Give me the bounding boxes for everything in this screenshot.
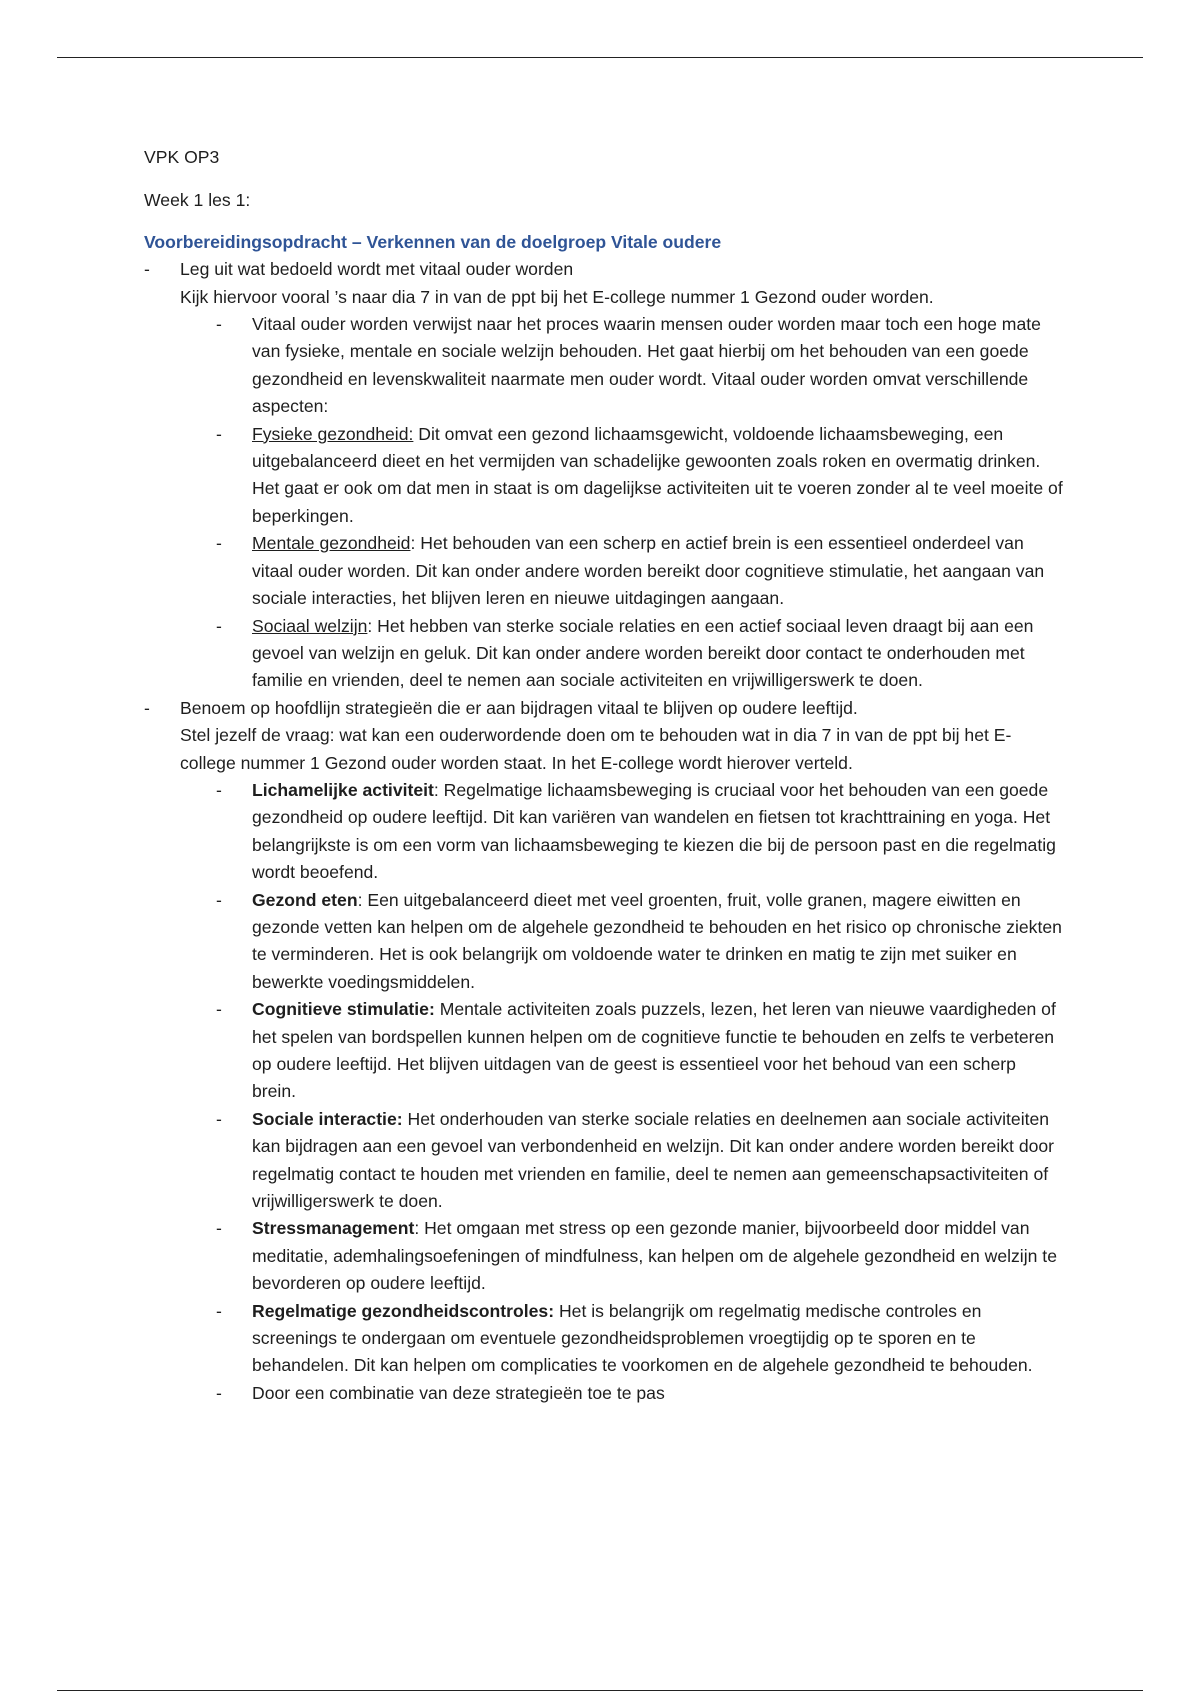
document-page bbox=[144, 144, 1064, 1407]
answer-item bbox=[144, 530, 1064, 612]
question-1-text: Leg uit wat bedoeld wordt met vitaal ouder worden bbox=[180, 259, 574, 280]
answer-label: Cognitieve stimulatie: bbox=[252, 999, 435, 1020]
question-2 bbox=[144, 695, 1064, 777]
answer-label: Mentale gezondheid bbox=[252, 533, 411, 554]
answer-item bbox=[144, 311, 1064, 421]
answer-item bbox=[144, 777, 1064, 887]
bullet-dash: - bbox=[144, 259, 150, 280]
answer-text: : Een uitgebalanceerd dieet met veel groenten, fruit, volle granen, magere eiwitten en gezonde vetten kan helpen om de algehele gezondheid te behouden en het risico op chronische ziekten te verminderen. Het is ook belangrijk om voldoende water te drinken en matig te zijn met suiker en bewerkte voedingsmiddelen. bbox=[252, 889, 1062, 992]
answer-text: : Het hebben van sterke sociale relaties en een actief sociaal leven draagt bij aan een gevoel van welzijn en geluk. Dit kan onder andere worden bereikt door contact te onderhouden met familie en vrienden, deel te nemen aan sociale activiteiten en vrijwilligerswerk te doen. bbox=[252, 615, 1034, 691]
bullet-dash: - bbox=[216, 1382, 222, 1403]
answer-label: Sociaal welzijn bbox=[252, 615, 368, 636]
answer-item bbox=[144, 1106, 1064, 1216]
answer-text: : Het omgaan met stress op een gezonde manier, bijvoorbeeld door middel van meditatie, ademhalingsoefeningen of mindfulness, kan helpen om de algehele gezondheid en welzijn te bevorderen op oudere leeftijd. bbox=[252, 1218, 1057, 1294]
section-heading: Voorbereidingsopdracht – Verkennen van de doelgroep Vitale oudere bbox=[144, 231, 722, 252]
answer-item bbox=[144, 421, 1064, 531]
bullet-dash: - bbox=[216, 314, 222, 335]
bullet-dash: - bbox=[216, 779, 222, 800]
answer-item bbox=[144, 1298, 1064, 1380]
top-rule bbox=[57, 57, 1143, 58]
question-1 bbox=[144, 256, 1064, 311]
question-2-hint: Stel jezelf de vraag: wat kan een ouderwordende doen om te behouden wat in dia 7 in van de ppt bij het E-college nummer 1 Gezond ouder worden staat. In het E-college wordt hierover verteld. bbox=[180, 725, 1012, 773]
answer-item bbox=[144, 1380, 1064, 1407]
bullet-dash: - bbox=[216, 533, 222, 554]
answer-label: Fysieke gezondheid: bbox=[252, 423, 414, 444]
answer-text: : Regelmatige lichaamsbeweging is cruciaal voor het behouden van een goede gezondheid op oudere leeftijd. Dit kan variëren van wandelen en fietsen tot krachttraining en yoga. Het belangrijkste is om een vorm van lichaamsbeweging te kiezen die bij de persoon past en die regelmatig wordt beoefend. bbox=[252, 779, 1056, 883]
answer-label: Regelmatige gezondheidscontroles: bbox=[252, 1300, 555, 1321]
bullet-dash: - bbox=[144, 697, 150, 718]
bullet-dash: - bbox=[216, 889, 222, 910]
doc-week: Week 1 les 1: bbox=[144, 190, 251, 211]
answer-label: Gezond eten bbox=[252, 889, 358, 910]
answer-item bbox=[144, 613, 1064, 695]
answer-item bbox=[144, 996, 1064, 1106]
answer-text: Dit omvat een gezond lichaamsgewicht, voldoende lichaamsbeweging, een uitgebalanceerd dieet en het vermijden van schadelijke gewoonten zoals roken en overmatig drinken. Het gaat er ook om dat men in staat is om dagelijkse activiteiten uit te voeren zonder al te veel moeite of beperkingen. bbox=[252, 423, 1063, 526]
answer-item bbox=[144, 1215, 1064, 1297]
bullet-dash: - bbox=[216, 1300, 222, 1321]
answer-text: Het is belangrijk om regelmatig medische controles en screenings te ondergaan om eventuele gezondheidsproblemen vroegtijdig op te sporen en te behandelen. Dit kan helpen om complicaties te voorkomen en de algehele gezondheid te behouden. bbox=[252, 1300, 1033, 1376]
bullet-dash: - bbox=[216, 999, 222, 1020]
bullet-dash: - bbox=[216, 1218, 222, 1239]
answer-text: Het onderhouden van sterke sociale relaties en deelnemen aan sociale activiteiten kan bijdragen aan een gevoel van verbondenheid en welzijn. Dit kan onder andere worden bereikt door regelmatig contact te houden met vrienden en familie, deel te nemen aan gemeenschapsactiviteiten of vrijwilligerswerk te doen. bbox=[252, 1108, 1055, 1212]
answer-label: Lichamelijke activiteit bbox=[252, 779, 434, 800]
answer-text: : Het behouden van een scherp en actief brein is een essentieel onderdeel van vitaal ouder worden. Dit kan onder andere worden bereikt door cognitieve stimulatie, het aangaan van sociale interacties, het blijven leren en nieuwe uitdagingen aangaan. bbox=[252, 533, 1045, 609]
answer-text: Vitaal ouder worden verwijst naar het proces waarin mensen ouder worden maar toch een hoge mate van fysieke, mentale en sociale welzijn behouden. Het gaat hierbij om het behouden van een goede gezondheid en levenskwaliteit naarmate men ouder wordt. Vitaal ouder worden omvat verschillende aspecten: bbox=[252, 314, 1041, 417]
bullet-dash: - bbox=[216, 423, 222, 444]
question-1-hint: Kijk hiervoor vooral ’s naar dia 7 in van de ppt bij het E-college nummer 1 Gezond ouder worden. bbox=[180, 286, 934, 307]
answer-item bbox=[144, 887, 1064, 997]
answer-label: Stressmanagement bbox=[252, 1218, 415, 1239]
doc-title: VPK OP3 bbox=[144, 147, 220, 167]
answer-text: Mentale activiteiten zoals puzzels, lezen, het leren van nieuwe vaardigheden of het spelen van bordspellen kunnen helpen om de cognitieve functie te behouden en zelfs te verbeteren op oudere leeftijd. Het blijven uitdagen van de geest is essentieel voor het behoud van een scherp brein. bbox=[252, 999, 1056, 1102]
question-2-text: Benoem op hoofdlijn strategieën die er aan bijdragen vitaal te blijven op oudere leeftijd. bbox=[180, 697, 858, 718]
bullet-dash: - bbox=[216, 615, 222, 636]
bottom-rule bbox=[57, 1690, 1143, 1691]
answer-label: Sociale interactie: bbox=[252, 1108, 403, 1129]
bullet-dash: - bbox=[216, 1108, 222, 1129]
answer-text: Door een combinatie van deze strategieën toe te pas bbox=[252, 1382, 665, 1403]
